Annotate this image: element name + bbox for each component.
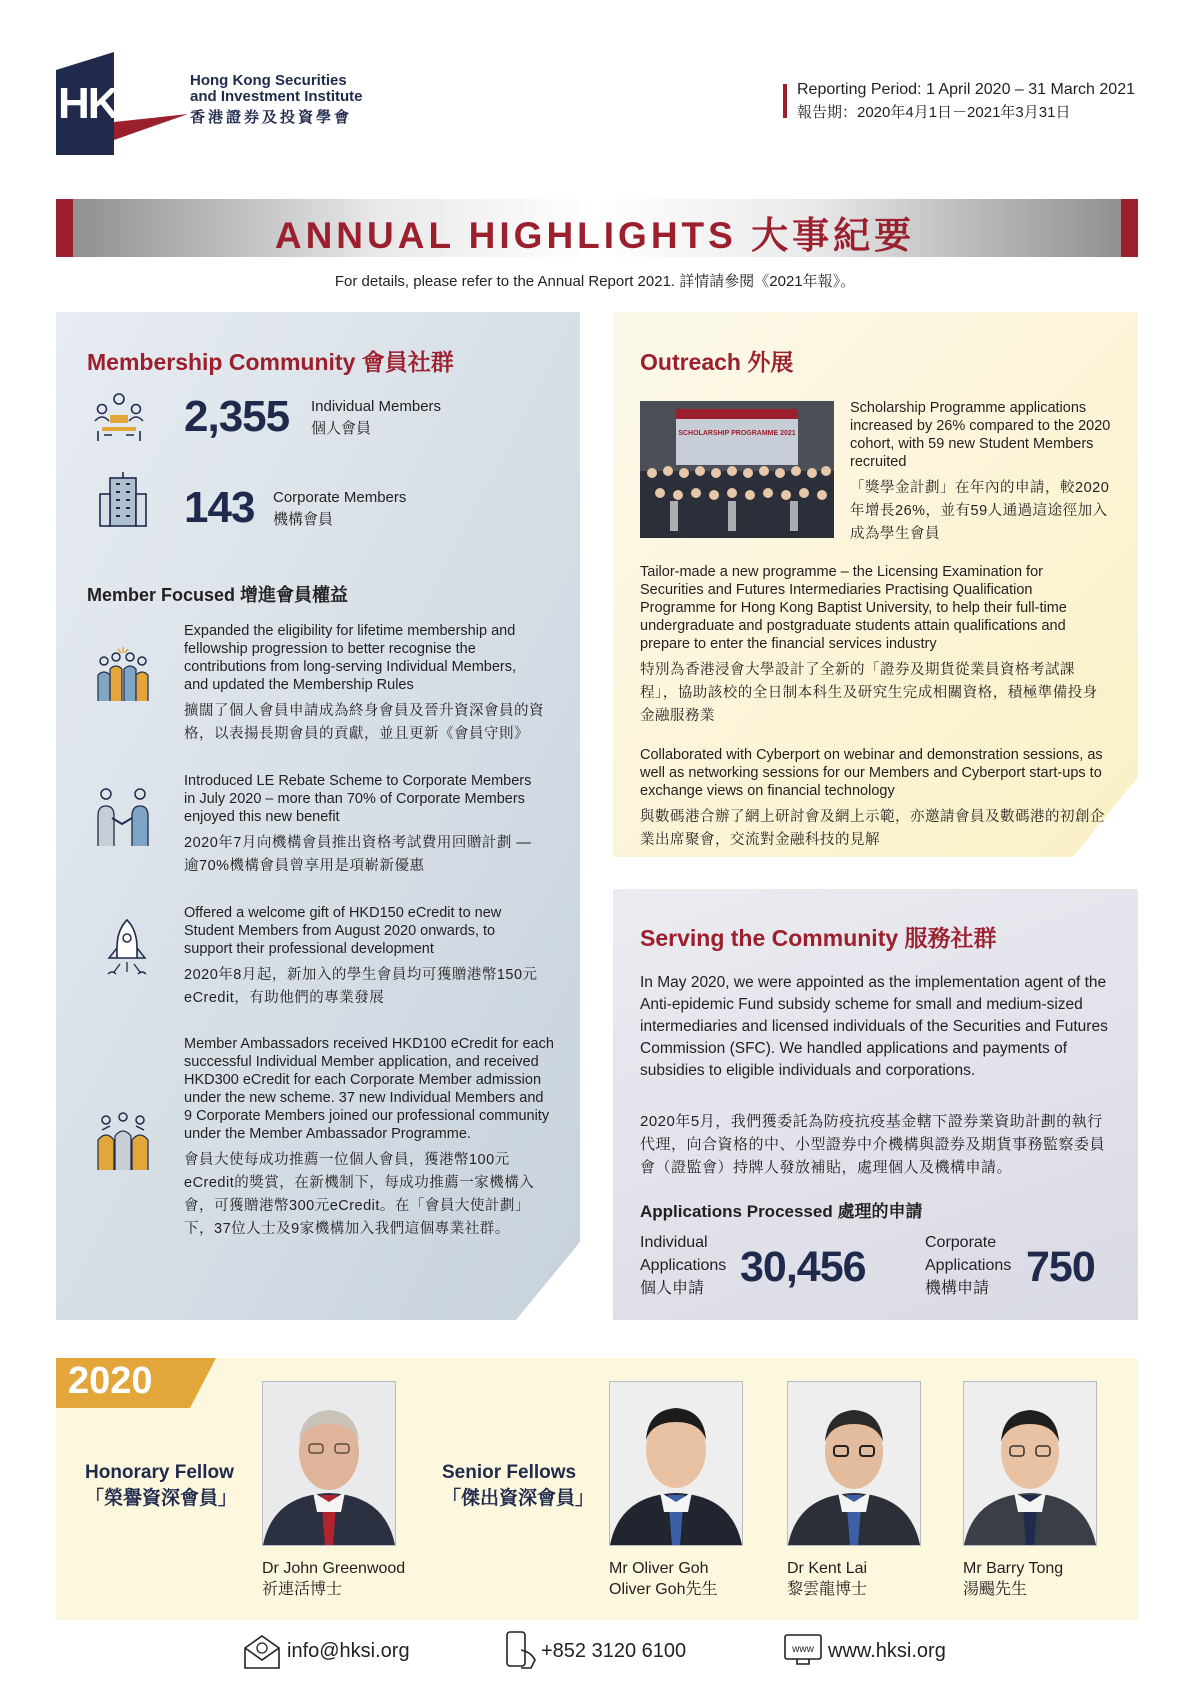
portrait-barry-tong: [963, 1381, 1097, 1546]
footer-web-link[interactable]: www.hksi.org: [828, 1640, 946, 1662]
membership-title: Membership Community 會員社群: [87, 349, 454, 375]
member-focused-item-4: [184, 1035, 554, 1241]
senior-fellows-title: Senior Fellows 「傑出資深會員」: [442, 1462, 595, 1509]
fellow-name-barry-tong: Mr Barry Tong 湯颺先生: [963, 1560, 1064, 1598]
portrait-oliver-goh: [609, 1381, 743, 1546]
individual-applications-count: 30,456: [740, 1243, 866, 1291]
honorary-fellow-title: Honorary Fellow 「榮譽資深會員」: [85, 1462, 238, 1509]
item-2-zh: 2020年7月向機構會員推出資格考試費用回贈計劃 — 逾70%機構會員曾享用是項嶄新優惠: [184, 835, 532, 874]
item-3-en: Offered a welcome gift of HKD150 eCredit to new Student Members from August 2020 onwards, to support their professional development: [184, 905, 502, 957]
individual-applications-label: Individual Applications 個人申請: [640, 1234, 727, 1297]
email-icon: [243, 1634, 281, 1670]
serving-title: Serving the Community 服務社群: [640, 925, 997, 951]
scholarship-group-photo: [640, 401, 834, 538]
outreach-item-2-zh: 特別為香港浸會大學設計了全新的「證券及期貨從業員資格考試課程」，協助該校的全日制本科生及研究生完成相關資格，積極準備投身金融服務業: [640, 662, 1098, 724]
outreach-item-3-zh: 與數碼港合辦了網上研討會及網上示範，亦邀請會員及數碼港的初創企業出席聚會，交流對金融科技的見解: [640, 809, 1105, 848]
item-1-zh: 擴闊了個人會員申請成為終身會員及晉升資深會員的資格，以表揚長期會員的貢獻，並且更新《會員守則》: [184, 703, 544, 742]
members-icon: [92, 391, 146, 449]
ambassador-icon: [96, 1112, 150, 1170]
item-3-zh: 2020年8月起，新加入的學生會員均可獲贈港幣150元eCredit，有助他們的專業發展: [184, 967, 538, 1006]
individual-members-label: Individual Members 個人會員: [311, 398, 442, 437]
fellow-name-oliver-goh: Mr Oliver Goh Oliver Goh先生: [609, 1560, 718, 1598]
outreach-item-1: [850, 399, 1115, 546]
org-name-en: Hong Kong Securities and Investment Institute: [190, 72, 363, 105]
fellow-name-john-greenwood: Dr John Greenwood 祈連活博士: [262, 1560, 406, 1598]
handshake-icon: [96, 788, 150, 846]
rocket-icon: [100, 918, 154, 976]
building-icon: [96, 472, 150, 530]
logo-text: HKSI: [58, 79, 156, 128]
portrait-kent-lai: [787, 1381, 921, 1546]
item-4-zh: 會員大使每成功推薦一位個人會員，獲港幣100元eCredit的獎賞，在新機制下，每成功推薦一家機構入會，可獲贈港幣300元eCredit。在「會員大使計劃」下，37位人士及9家機構加入我們這個專業社群。: [184, 1152, 535, 1237]
outreach-item-2-en: Tailor-made a new programme – the Licensing Examination for Securities and Futures Intermediaries Practising Qualification Programme for Hong Kong Baptist University, to help their full-time undergraduate and postgraduate students attain qualifications and prepare to enter the financial services industry: [640, 564, 1067, 652]
outreach-item-1-en: Scholarship Programme applications increased by 26% compared to the 2020 cohort, with 59 new Student Members recruited: [850, 400, 1111, 470]
phone-icon: [505, 1630, 539, 1670]
hksi-logo: [56, 52, 188, 155]
fellow-name-kent-lai: Dr Kent Lai 黎雲龍博士: [787, 1560, 868, 1598]
org-name-zh: 香港證券及投資學會: [190, 109, 353, 126]
reporting-period-zh: 報告期：2020年4月1日－2021年3月31日: [797, 104, 1071, 121]
corporate-members-label: Corporate Members 機構會員: [273, 489, 407, 528]
period-accent-bar: [783, 84, 787, 118]
serving-body-en: In May 2020, we were appointed as the implementation agent of the Anti-epidemic Fund subsidy scheme for small and medium-sized intermediaries and licensed individuals of the Securities and Futures Commission (SFC). We handled applications and payments of subsidies to eligible individuals and corporations.: [640, 974, 1108, 1079]
member-focused-item-3: [184, 904, 544, 1010]
corporate-members-count: 143: [184, 483, 255, 532]
fellowship-icon: [96, 645, 150, 703]
corporate-applications-count: 750: [1026, 1243, 1095, 1291]
footer-email-link[interactable]: info@hksi.org: [287, 1640, 410, 1662]
outreach-item-2: [640, 563, 1100, 728]
member-focused-item-1: [184, 622, 544, 746]
svg-text:www: www: [792, 1644, 814, 1655]
item-2-en: Introduced LE Rebate Scheme to Corporate Members in July 2020 – more than 70% of Corporate Members enjoyed this new benefit: [184, 773, 532, 825]
member-focused-item-2: [184, 772, 544, 878]
applications-title: Applications Processed 處理的申請: [640, 1202, 923, 1221]
outreach-item-3: [640, 746, 1110, 852]
item-4-en: Member Ambassadors received HKD100 eCredit for each successful Individual Member application, and received HKD300 eCredit for each Corporate Member admission under the new scheme. 37 new Individual Members and 9 Corporate Members joined our professional community under the Member Ambassador Programme.: [184, 1036, 554, 1142]
page-subtitle: For details, please refer to the Annual Report 2021. 詳情請參閱《2021年報》。: [334, 273, 856, 290]
page-title: ANNUAL HIGHLIGHTS 大事紀要: [274, 215, 916, 256]
outreach-item-1-zh: 「獎學金計劃」在年內的申請，較2020年增長26%，並有59人通過這途徑加入成為學生會員: [850, 480, 1110, 542]
photo-caption-text: SCHOLARSHIP PROGRAMME 2021: [678, 430, 796, 437]
portrait-john-greenwood: [262, 1381, 396, 1546]
reporting-period-en: Reporting Period: 1 April 2020 – 31 March 2021: [797, 81, 1135, 98]
individual-members-count: 2,355: [184, 392, 290, 441]
footer-phone-link[interactable]: +852 3120 6100: [541, 1640, 687, 1662]
corporate-applications-label: Corporate Applications 機構申請: [925, 1234, 1012, 1297]
outreach-item-3-en: Collaborated with Cyberport on webinar and demonstration sessions, as well as networking sessions for our Members and Cyberport start-ups to exchange views on financial technology: [640, 747, 1103, 799]
web-icon: [783, 1633, 823, 1667]
item-1-en: Expanded the eligibility for lifetime membership and fellowship progression to better recognise the contributions from long-serving Individual Members, and updated the Membership Rules: [184, 623, 517, 693]
member-focused-title: Member Focused 增進會員權益: [87, 585, 349, 605]
serving-body-zh: 2020年5月，我們獲委託為防疫抗疫基金轄下證券業資助計劃的執行代理，向合資格的中、小型證券中介機構與證券及期貨事務監察委員會（證監會）持牌人發放補貼，處理個人及機構申請。: [640, 1113, 1106, 1176]
year-label: 2020: [68, 1360, 153, 1402]
outreach-title: Outreach 外展: [640, 349, 794, 375]
